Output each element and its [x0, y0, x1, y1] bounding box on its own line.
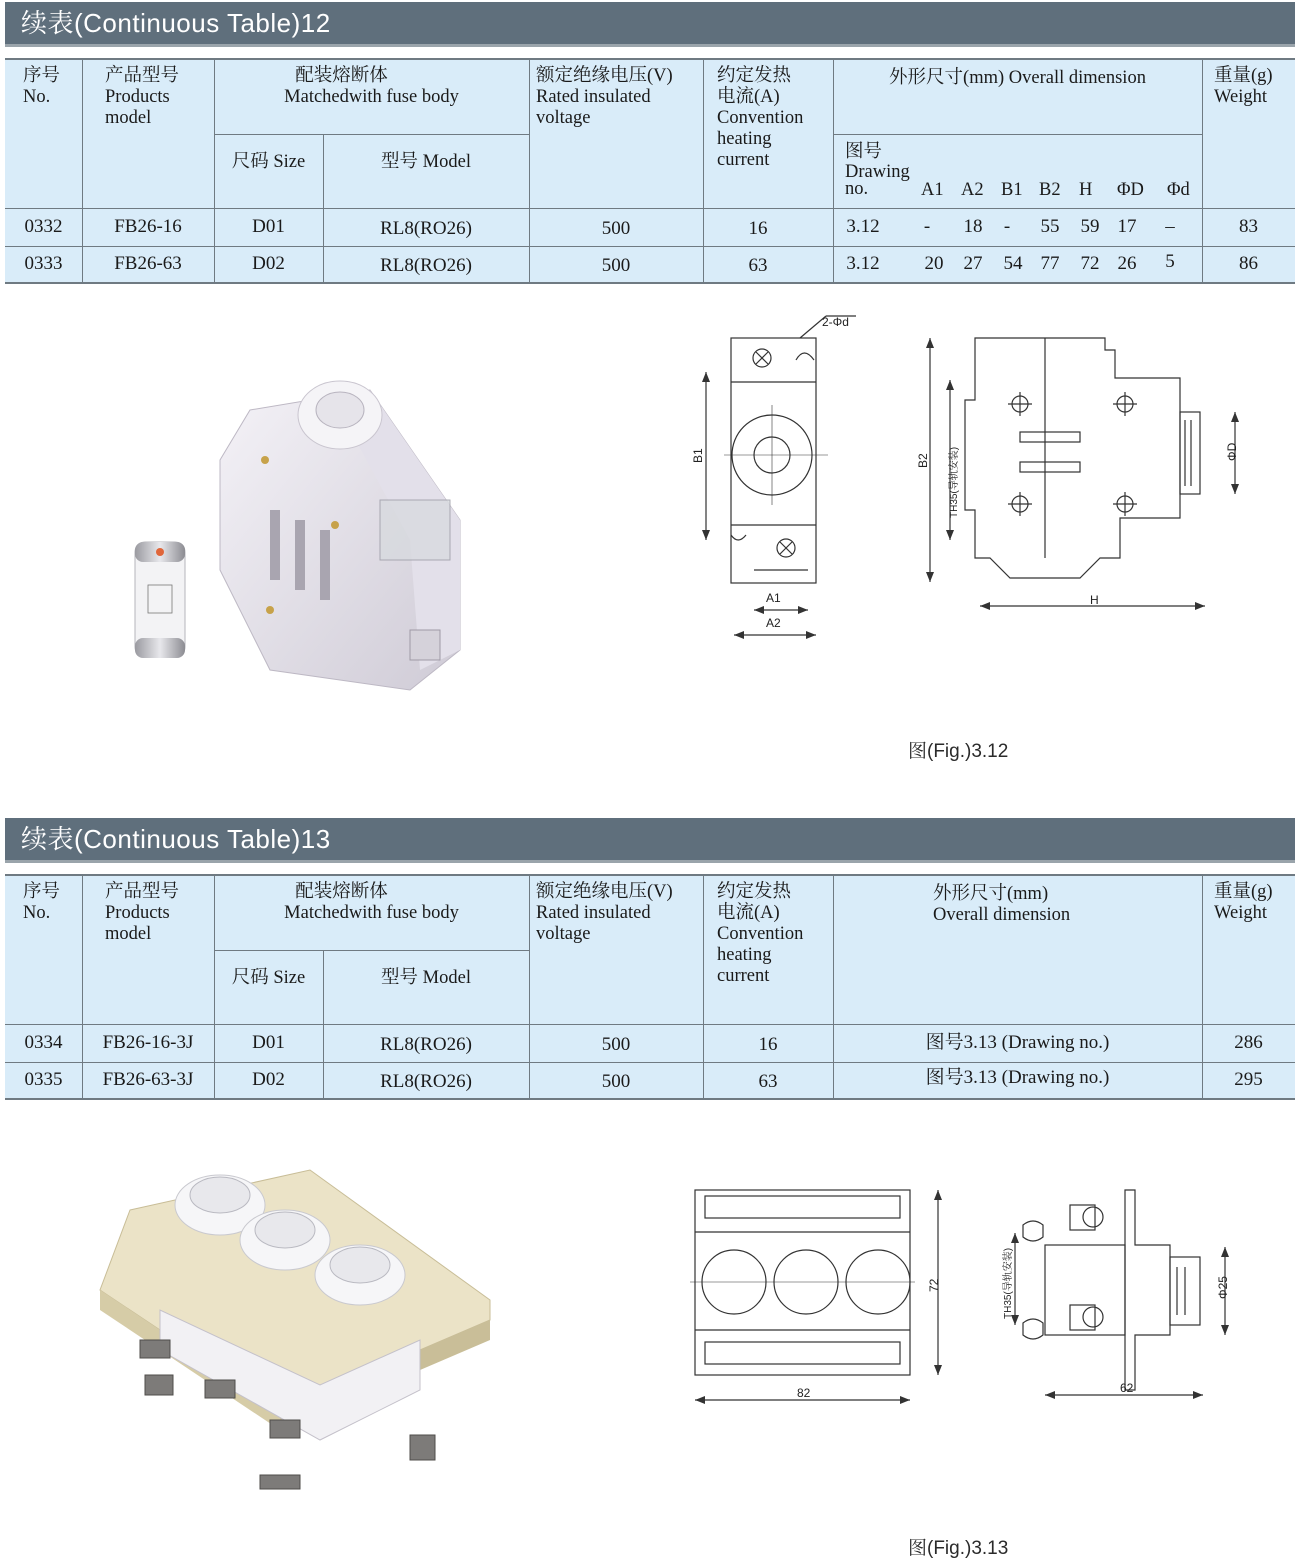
dim-label-holes: 2-Φd — [822, 315, 849, 329]
header-dim-b2: B2 — [1039, 180, 1061, 200]
dim-label-h: H — [1090, 593, 1099, 607]
header-no: 序号 No. — [23, 66, 61, 107]
dim-label-a1: A1 — [766, 591, 781, 605]
fig-3-13-caption: 图(Fig.)3.13 — [908, 1538, 1009, 1559]
dim-label-phi-25: Φ25 — [1216, 1276, 1230, 1299]
fig-3-13-side-drawing — [985, 1185, 1255, 1415]
header-current: 约定发热 电流(A) Convention heating current — [717, 882, 804, 986]
header-fuse-model: 型号 Model — [381, 152, 471, 172]
header-dim-phi-D: ΦD — [1117, 180, 1144, 200]
dim-label-62: 62 — [1120, 1381, 1134, 1395]
header-model: 产品型号 Products model — [105, 66, 180, 128]
table-13-title: 续表(Continuous Table)13 — [5, 818, 1295, 860]
header-voltage: 额定绝缘电压(V) Rated insulated voltage — [536, 66, 673, 128]
header-dim-a1: A1 — [921, 180, 944, 200]
dim-label-phi-d: ΦD — [1225, 442, 1239, 461]
dim-label-b1: B1 — [691, 448, 705, 463]
header-drawing: 图号 Drawing no. — [845, 142, 910, 199]
table-13: 序号 No. 产品型号 Products model 配装熔断体 Matchedwith fuse body 尺码 Size 型号 Model 额定绝缘电压(V) Rated insulated voltage 约定发热 电流(A) Convention heating current 外形尺寸(mm) Overall dimension 重量(g) Weight 0334 FB26-16-3J D01 RL8(RO26) 500 16 图号3.13 (Drawing no.) 286 0335 FB26-63-3J D02 RL8(RO26) 500 63 图号3.13 (Drawing no.) 295 — [5, 874, 1295, 1098]
dim-label-72: 72 — [927, 1278, 941, 1292]
table-12: 序号 No. 产品型号 Products model 配装熔断体 Matchedwith fuse body 尺码 Size 型号 Model 额定绝缘电压(V) Rated insulated voltage 约定发热 电流(A) Convention heating current 外形尺寸(mm) Overall dimension 图号 Drawing no. A1 A2 B1 B2 H ΦD Φd 重量(g) Weight 0332 FB26-16 D01 RL8(RO26) 500 16 3.12 - 18 - 55 59 17 – 83 0333 FB26-63 D02 RL8(RO26) 500 63 3.12 20 27 54 77 72 26 5 86 — [5, 58, 1295, 282]
header-dim-a2: A2 — [961, 180, 984, 200]
header-dim-phi-d: Φd — [1167, 180, 1190, 200]
fig-3-12-front-drawing — [676, 310, 876, 640]
header-dimension: 外形尺寸(mm) Overall dimension — [889, 68, 1146, 88]
header-size: 尺码 Size — [231, 152, 306, 172]
header-current: 约定发热 电流(A) Convention heating current — [717, 66, 804, 170]
fuse-holder-photo — [120, 370, 480, 700]
dim-label-rail: TH35(导轨安装) — [949, 446, 960, 518]
dim-label-a2: A2 — [766, 616, 781, 630]
table-12-title: 续表(Continuous Table)12 — [5, 2, 1295, 44]
header-fuse-model: 型号 Model — [381, 968, 471, 988]
header-size: 尺码 Size — [231, 968, 306, 988]
fig-3-13-front-drawing — [680, 1180, 950, 1410]
header-no: 序号 No. — [23, 882, 61, 923]
header-weight: 重量(g) Weight — [1214, 882, 1273, 923]
dim-label-82: 82 — [797, 1386, 811, 1400]
header-voltage: 额定绝缘电压(V) Rated insulated voltage — [536, 882, 673, 944]
dim-label-b2: B2 — [916, 453, 930, 468]
header-dimension: 外形尺寸(mm) Overall dimension — [933, 884, 1071, 925]
header-fuse: 配装熔断体 Matchedwith fuse body — [284, 66, 459, 107]
dim-label-rail: TH35(导轨安装) — [1003, 1247, 1014, 1319]
header-dim-b1: B1 — [1001, 180, 1023, 200]
header-weight: 重量(g) Weight — [1214, 66, 1273, 107]
header-model: 产品型号 Products model — [105, 882, 180, 944]
three-pole-fuse-holder-photo — [90, 1150, 500, 1520]
fig-3-12-side-drawing — [905, 320, 1255, 620]
header-fuse: 配装熔断体 Matchedwith fuse body — [284, 882, 459, 923]
header-dim-h: H — [1079, 180, 1093, 200]
fig-3-12-caption: 图(Fig.)3.12 — [908, 741, 1009, 762]
